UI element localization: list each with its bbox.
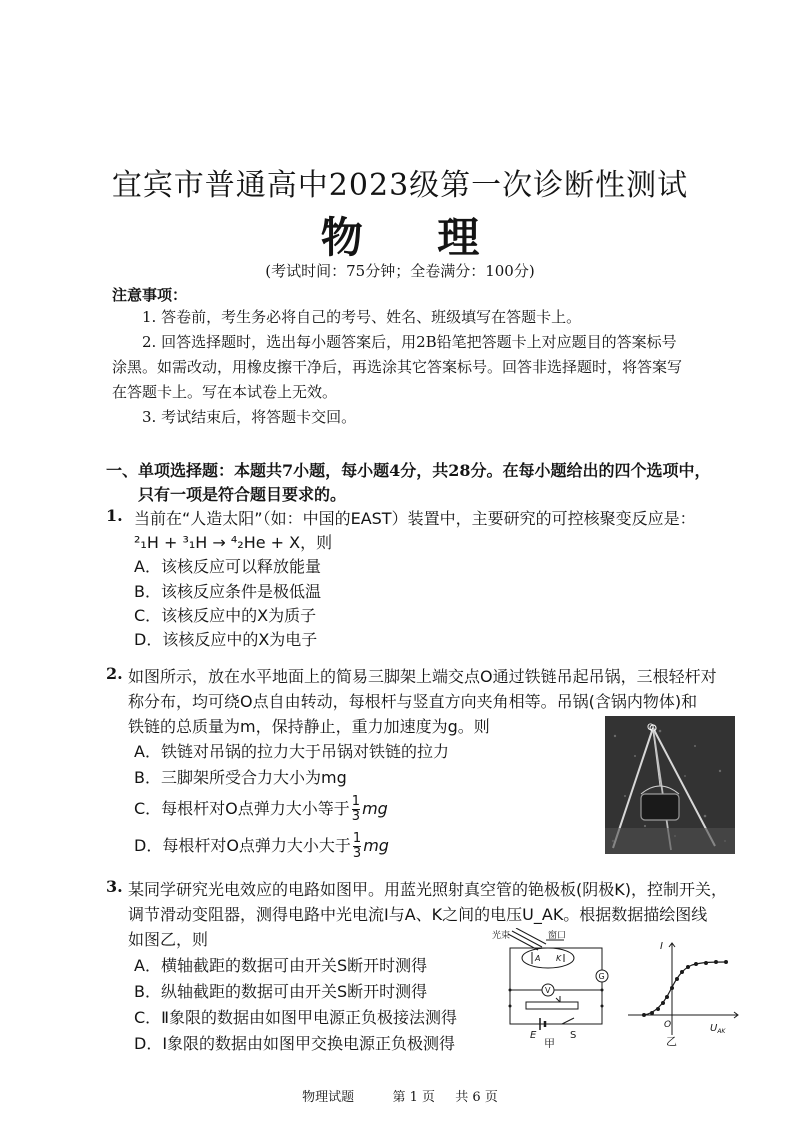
iu-graph	[626, 935, 742, 1047]
label-anode: A	[535, 954, 541, 963]
fraction-one-third	[352, 795, 360, 824]
option-a: A．横轴截距的数据可由开关S断开时测得	[134, 956, 428, 975]
notice-line: 1. 答卷前，考生务必将自己的考号、姓名、班级填写在答题卡上。	[142, 308, 582, 326]
option-b: B．三脚架所受合力大小为mg	[134, 768, 347, 787]
notice-line: 在答题卡上。写在本试卷上无效。	[112, 383, 338, 401]
tripod-pot-photo	[605, 716, 735, 854]
question-stem: 称分布，均可绕O点自由转动，每根杆与竖直方向夹角相等。吊锅(含锅内物体)和	[128, 692, 698, 711]
option-a: A．铁链对吊锅的拉力大于吊锅对铁链的拉力	[134, 742, 449, 761]
origin-label: O	[664, 1020, 672, 1030]
question-stem: 某同学研究光电效应的电路如图甲。用蓝光照射真空管的铯极板(阴极K)，控制开关，	[128, 880, 727, 899]
question-number: 1.	[106, 506, 123, 525]
axis-label-u-main: U	[710, 1023, 718, 1034]
notice-line: 3. 考试结束后，将答题卡交回。	[142, 408, 357, 426]
notice-line: 涂黑。如需改动，用橡皮擦干净后，再选涂其它答案标号。回答非选择题时，将答案写	[112, 358, 683, 376]
frac-numerator: 1	[352, 831, 362, 846]
section-heading: 一、单项选择题：本题共7小题，每小题4分，共28分。在每小题给出的四个选项中，	[106, 461, 711, 480]
frac-denominator: 3	[351, 809, 361, 824]
footer-page: 第 1 页	[392, 1090, 435, 1105]
option-d: D．Ⅰ象限的数据由如图甲交换电源正负极测得	[134, 1034, 456, 1053]
frac-denominator: 3	[352, 846, 362, 861]
axis-label-u	[710, 1023, 726, 1035]
mg-term: mg	[362, 799, 388, 818]
footer-total: 共 6 页	[455, 1090, 498, 1105]
option-c-text: C．每根杆对O点弹力大小等于	[134, 799, 350, 818]
label-galvanometer: G	[598, 972, 605, 981]
question-stem: 如图乙，则	[128, 930, 209, 949]
option-d	[134, 832, 389, 861]
notice-heading: 注意事项：	[112, 286, 188, 304]
nuclear-equation: ²₁H + ³₁H → ⁴₂He + X，则	[134, 533, 333, 552]
label-cathode: K	[556, 954, 562, 963]
option-c: C．该核反应中的X为质子	[134, 606, 317, 625]
question-stem: 调节滑动变阻器，测得电路中光电流I与A、K之间的电压U_AK。根据数据描绘图线	[128, 905, 708, 924]
label-source: E	[530, 1030, 537, 1041]
notice-line: 2. 回答选择题时，选出每小题答案后，用2B铅笔把答题卡上对应题目的答案标号	[142, 333, 677, 351]
label-window: 窗口	[548, 931, 567, 941]
footer-subject: 物理试题	[302, 1090, 355, 1105]
circuit-diagram	[490, 928, 630, 1048]
label-voltmeter: V	[545, 986, 551, 995]
photo-label-o: O	[647, 723, 655, 733]
label-switch: S	[570, 1030, 577, 1041]
question-stem: 如图所示，放在水平地面上的简易三脚架上端交点O通过铁链吊起吊锅，三根轻杆对	[128, 667, 717, 686]
question-number: 3.	[106, 877, 123, 896]
question-stem: 当前在“人造太阳”（如：中国的EAST）装置中，主要研究的可控核聚变反应是：	[134, 509, 696, 528]
section-heading-cont: 只有一项是符合题目要求的。	[138, 485, 347, 504]
fraction-one-third	[353, 832, 361, 861]
subject-title: 物 理	[320, 213, 510, 262]
option-d-text: D．每根杆对O点弹力大小大于	[134, 836, 351, 855]
option-b: B．纵轴截距的数据可由开关S断开时测得	[134, 982, 428, 1001]
frac-numerator: 1	[351, 794, 361, 809]
option-d: D．该核反应中的X为电子	[134, 630, 318, 649]
option-c: C．Ⅱ象限的数据由如图甲电源正负极接法测得	[134, 1008, 458, 1027]
option-a: A．该核反应可以释放能量	[134, 557, 321, 576]
caption-yi: 乙	[666, 1035, 677, 1047]
caption-jia: 甲	[544, 1037, 555, 1048]
axis-label-u-sub: AK	[717, 1028, 726, 1035]
label-beam: 光束	[492, 931, 511, 941]
question-number: 2.	[106, 664, 123, 683]
question-stem: 铁链的总质量为m，保持静止，重力加速度为g。则	[128, 717, 490, 736]
exam-title: 宜宾市普通高中2023级第一次诊断性测试	[111, 168, 689, 203]
exam-info: (考试时间：75分钟；全卷满分：100分)	[265, 262, 535, 280]
page-footer	[0, 1086, 800, 1105]
option-b: B．该核反应条件是极低温	[134, 582, 321, 601]
axis-label-i: I	[660, 941, 663, 952]
mg-term: mg	[363, 836, 389, 855]
option-c	[134, 795, 388, 824]
